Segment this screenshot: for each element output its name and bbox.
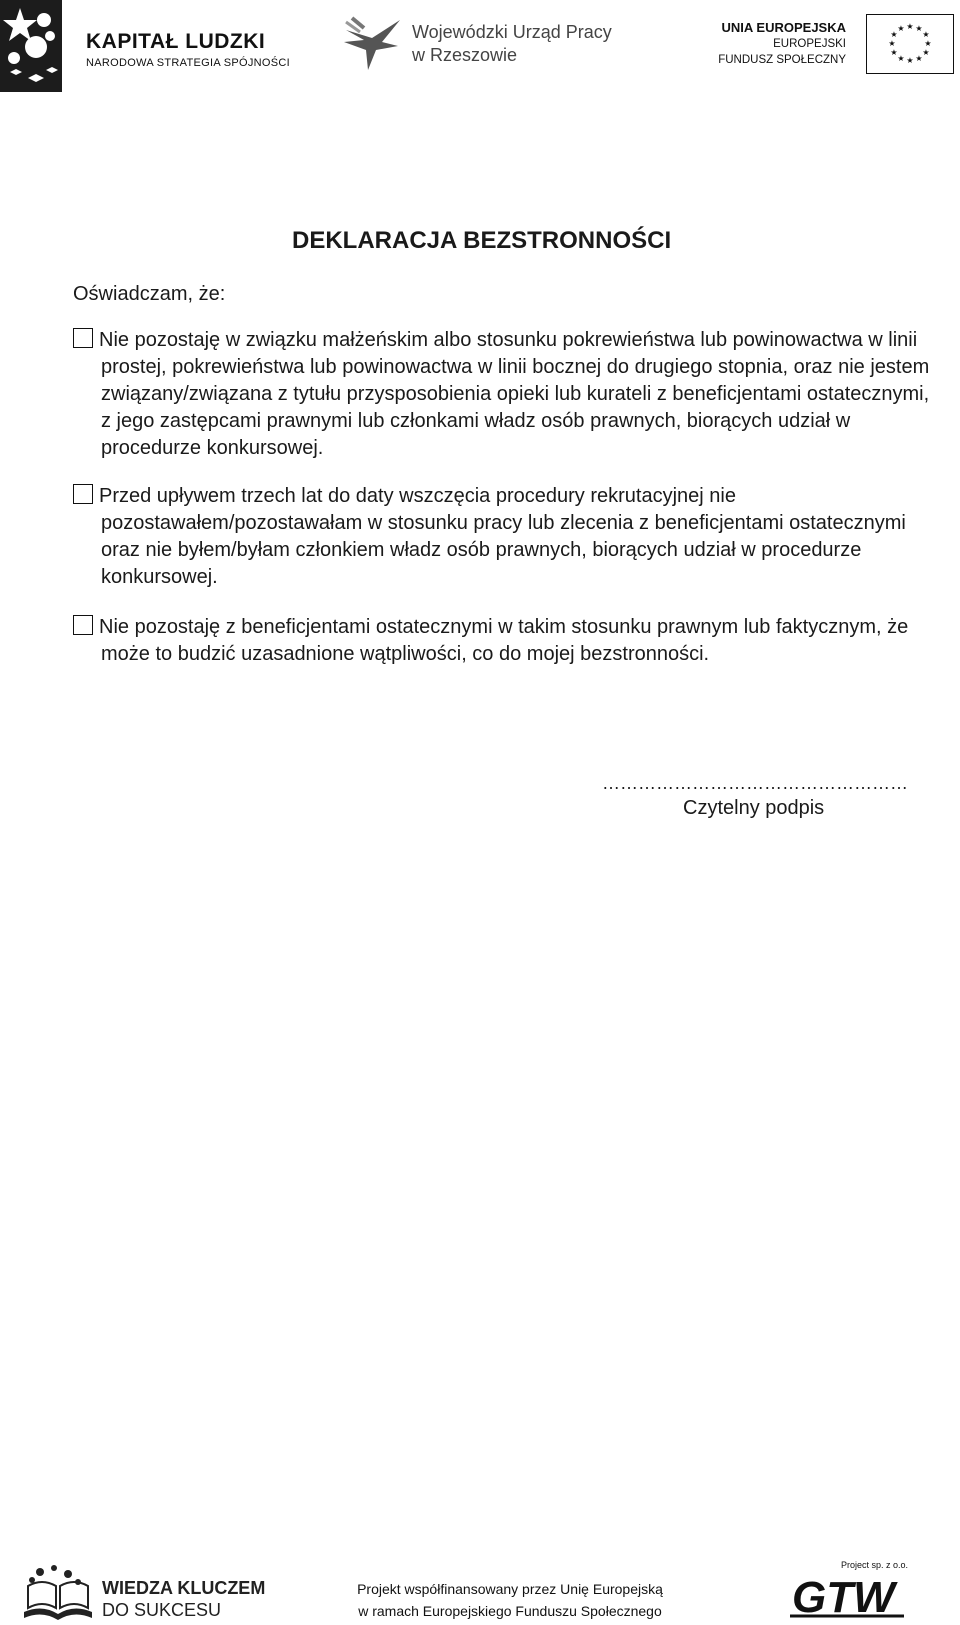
svg-text:★: ★ bbox=[915, 54, 923, 63]
svg-text:★: ★ bbox=[915, 24, 923, 33]
wiedza-kluczem-logo bbox=[20, 1562, 290, 1622]
wiedza-kluczem-logo-icon bbox=[20, 1562, 98, 1622]
svg-text:★: ★ bbox=[906, 22, 914, 31]
svg-text:★: ★ bbox=[924, 39, 932, 48]
wup-name-line1: Wojewódzki Urząd Pracy bbox=[412, 22, 612, 42]
svg-text:★: ★ bbox=[922, 30, 930, 39]
statement-2-text: Przed upływem trzech lat do daty wszczęcia procedury rekrutacyjnej nie pozostawałem/pozostawałam w stosunku pracy lub zlecenia z beneficjentami ostatecznymi oraz nie byłem/byłam członkiem władz osób prawnych, biorących udział w procedurze konkursowej. bbox=[99, 485, 906, 588]
wiedza-kluczem-line1: WIEDZA KLUCZEM bbox=[102, 1578, 266, 1598]
eu-line2: EUROPEJSKI bbox=[773, 38, 846, 50]
cofinance-note bbox=[340, 1578, 680, 1622]
cofinance-line2: w ramach Europejskiego Funduszu Społecznego bbox=[358, 1603, 662, 1619]
gtw-company-note: Project sp. z o.o. bbox=[840, 1560, 908, 1570]
wup-logo bbox=[342, 12, 632, 82]
svg-text:★: ★ bbox=[890, 30, 898, 39]
statement-3-text: Nie pozostaję z beneficjentami ostatecznymi w takim stosunku prawnym lub faktycznym, że może to budzić uzasadnione wątpliwości, co do mojej bezstronności. bbox=[99, 616, 909, 665]
wiedza-kluczem-line2: DO SUKCESU bbox=[102, 1600, 222, 1620]
eu-line3: FUNDUSZ SPOŁECZNY bbox=[718, 54, 846, 66]
kapital-ludzki-subtitle: NARODOWA STRATEGIA SPÓJNOŚCI bbox=[86, 57, 290, 69]
gtw-logo bbox=[788, 1560, 918, 1622]
statement-2 bbox=[73, 483, 943, 591]
kapital-ludzki-logo-icon bbox=[0, 0, 62, 92]
svg-text:★: ★ bbox=[906, 56, 914, 65]
svg-text:★: ★ bbox=[922, 48, 930, 57]
statement-3 bbox=[73, 614, 943, 668]
eu-logo bbox=[718, 10, 958, 80]
eu-line1: UNIA EUROPEJSKA bbox=[721, 20, 846, 35]
gtw-logo-icon bbox=[788, 1570, 912, 1620]
signature-line: …………………………………………… bbox=[602, 773, 908, 793]
statement-1-text: Nie pozostaję w związku małżeńskim albo stosunku pokrewieństwa lub powinowactwa w linii prostej, pokrewieństwa lub powinowactwa w linii bocznej do drugiego stopnia, oraz nie jestem związany/związana z tytułu przysposobienia opieki lub kurateli z beneficjentami ostatecznymi, z jego zastępcami prawnymi lub członkami władz osób prawnych, biorących udział w procedurze konkursowej. bbox=[99, 329, 930, 459]
kapital-ludzki-logo bbox=[0, 0, 300, 95]
svg-text:★: ★ bbox=[890, 48, 898, 57]
svg-text:★: ★ bbox=[888, 39, 896, 48]
intro-text: Oświadczam, że: bbox=[73, 283, 226, 305]
signature-label: Czytelny podpis bbox=[683, 797, 825, 819]
document-title: DEKLARACJA BEZSTRONNOŚCI bbox=[292, 227, 672, 254]
cofinance-line1: Projekt współfinansowany przez Unię Europejską bbox=[357, 1581, 663, 1597]
wup-name-line2: w Rzeszowie bbox=[412, 45, 518, 65]
statement-1-checkbox[interactable] bbox=[73, 328, 93, 348]
svg-text:★: ★ bbox=[897, 54, 905, 63]
eu-text bbox=[718, 20, 846, 68]
statement-2-checkbox[interactable] bbox=[73, 484, 93, 504]
eu-flag-icon bbox=[866, 14, 954, 74]
svg-text:★: ★ bbox=[897, 24, 905, 33]
statement-3-checkbox[interactable] bbox=[73, 615, 93, 635]
wup-bird-logo-icon bbox=[342, 12, 404, 74]
svg-text:GTW: GTW bbox=[792, 1573, 895, 1620]
kapital-ludzki-title: KAPITAŁ LUDZKI bbox=[86, 30, 266, 53]
statement-1 bbox=[73, 327, 943, 462]
